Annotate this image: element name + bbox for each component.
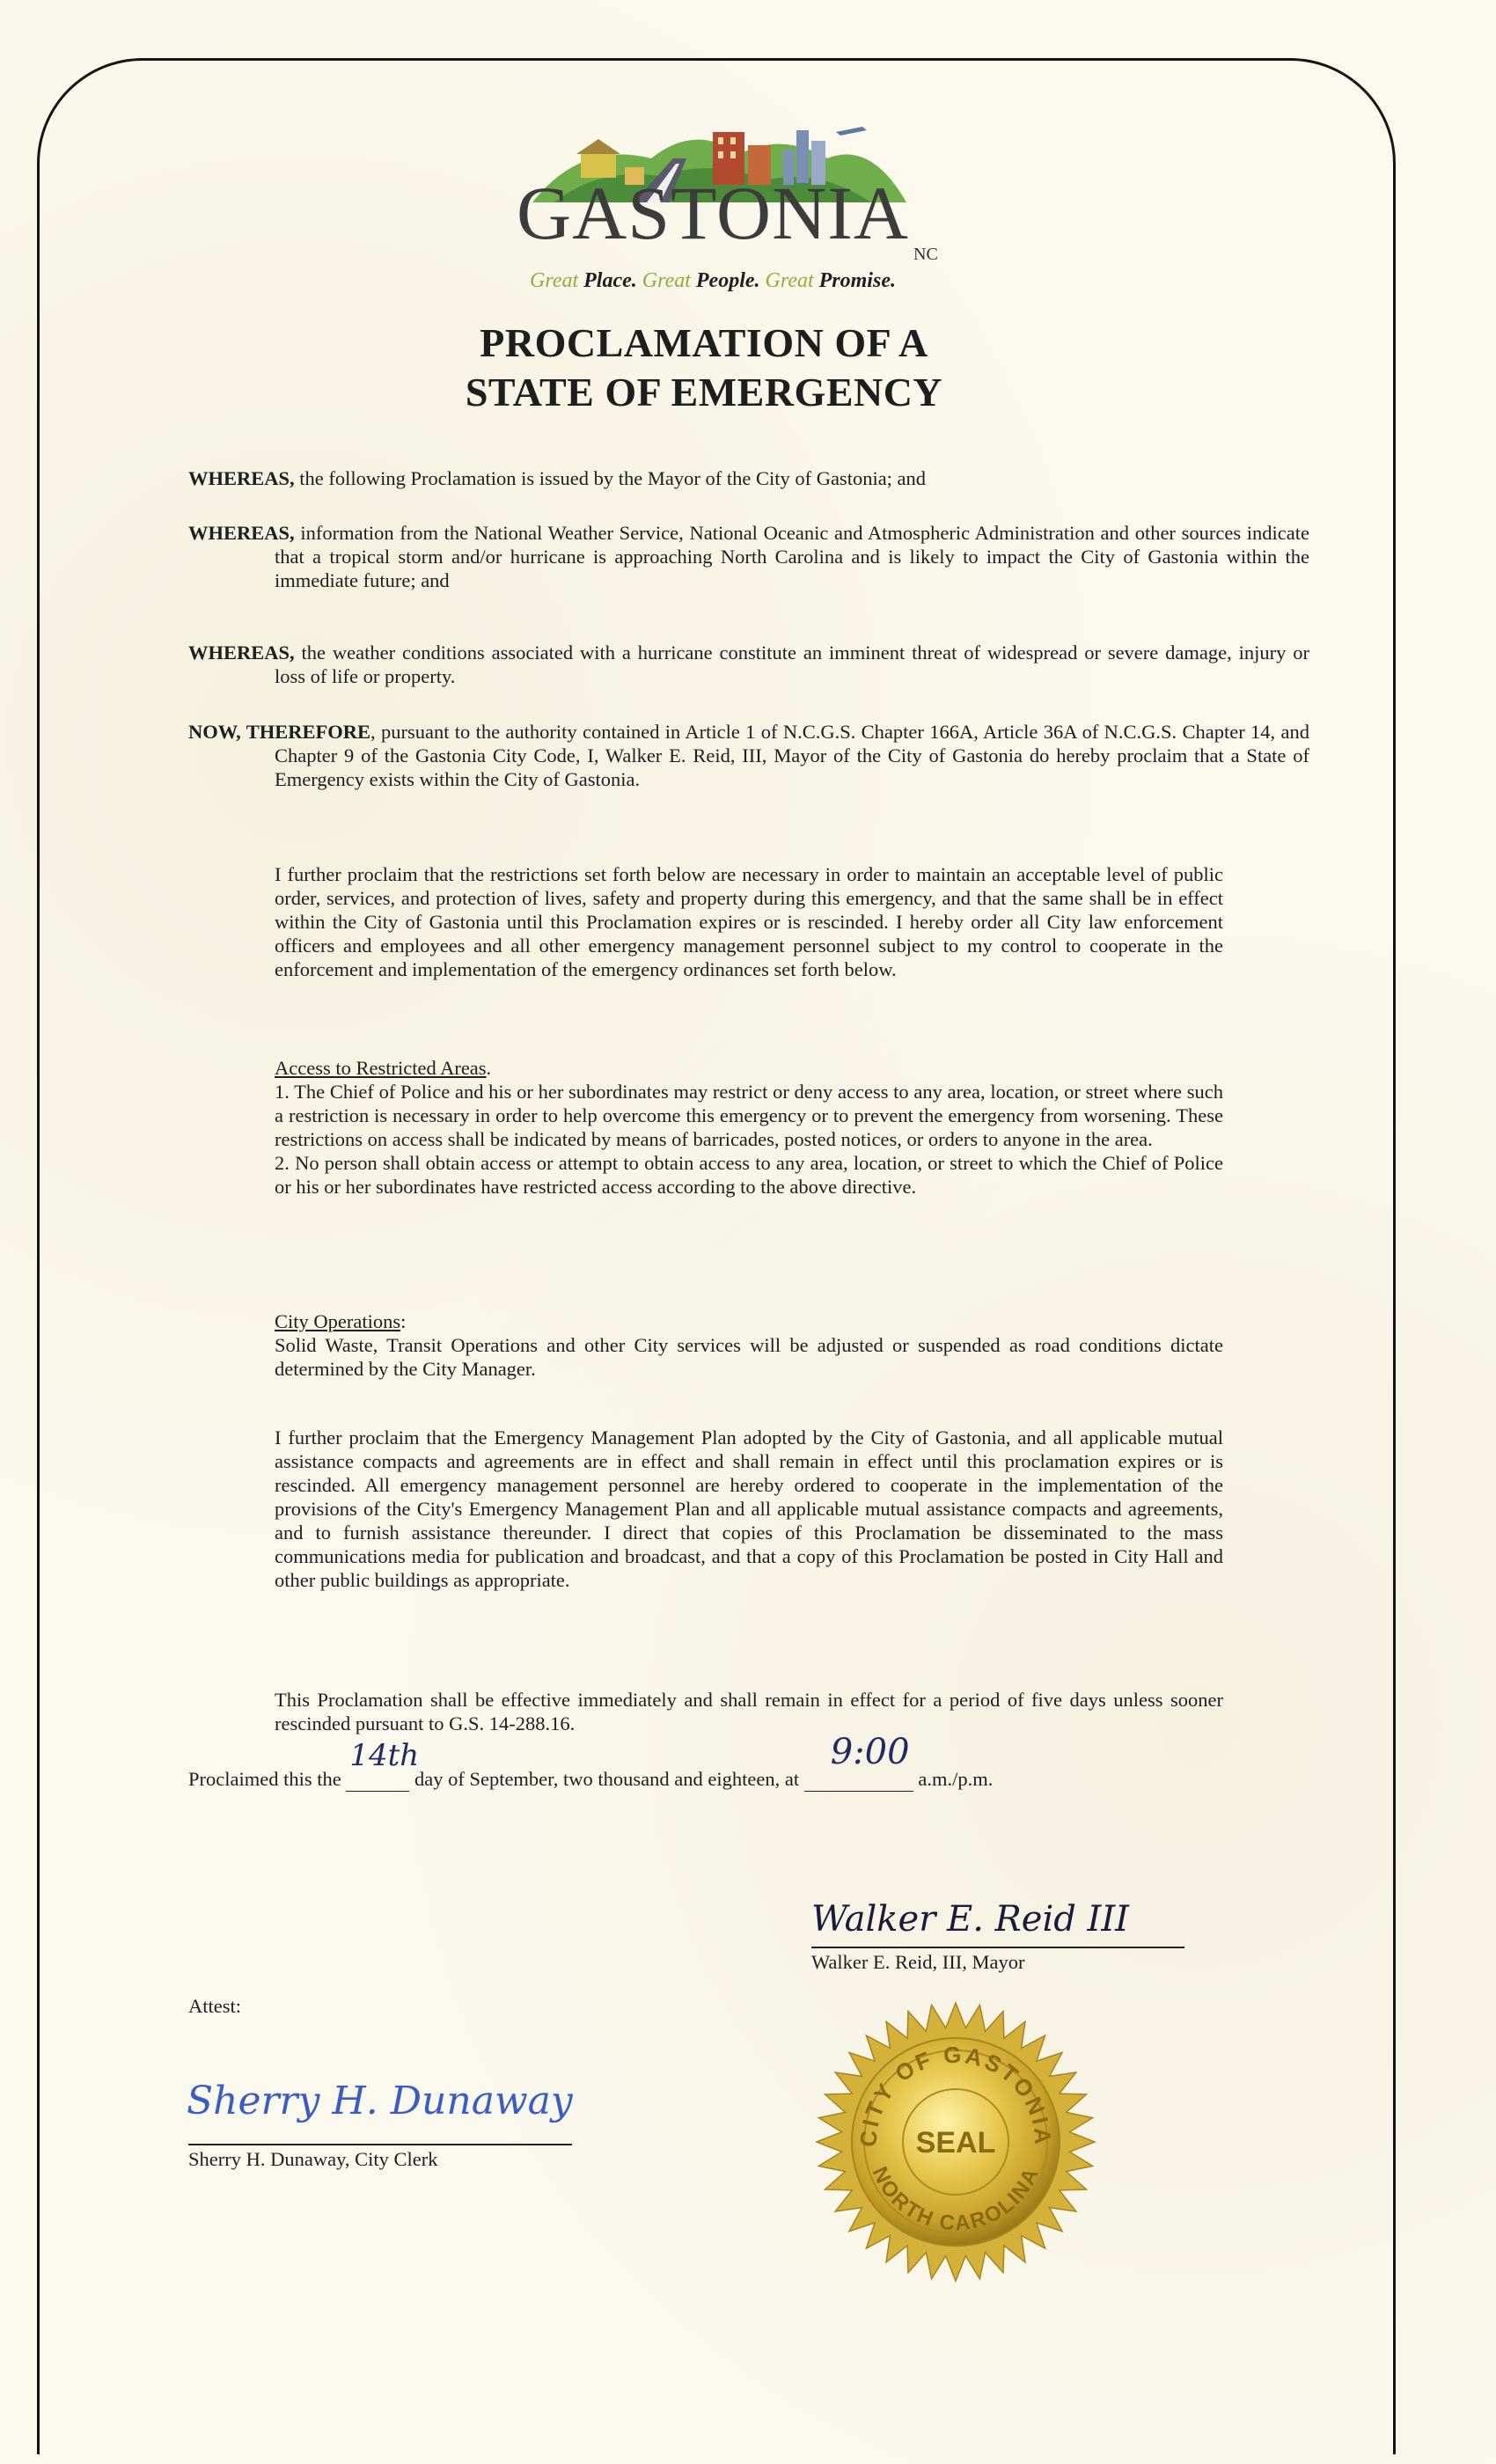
now-therefore-label: NOW, THEREFORE	[188, 721, 371, 743]
proclaimed-prefix: Proclaimed this the	[188, 1768, 341, 1790]
whereas-clause-2	[188, 521, 1309, 592]
proclaimed-middle: day of September, two thousand and eighteen, at	[414, 1768, 800, 1790]
title-line-1: PROCLAMATION OF A	[480, 320, 928, 365]
day-blank	[346, 1738, 420, 1792]
logo-wordmark: GASTONIA	[517, 171, 909, 255]
further-proclaim-emergency-plan: I further proclaim that the Emergency Management Plan adopted by the City of Gastonia, and all applicable mutual assistance compacts and agreements are in effect and shall remain in effect until this proclamation expires or is rescinded. All emergency management personnel are hereby ordered to cooperate in the implementation of the provisions of the City's Emergency Management Plan and all applicable mutual assistance compacts and agreements, and to furnish assistance thereunder. I direct that copies of this Proclamation be disseminated to the mass communications media for publication and broadcast, and that a copy of this Proclamation be posted in City Hall and other public buildings as appropriate.	[275, 1426, 1223, 1591]
clerk-signature: Sherry H. Dunaway	[187, 2079, 573, 2123]
access-item-2: 2. No person shall obtain access or attempt to obtain access to any area, location, or street to which the Chief of Police or his or her subordinates have restricted access according to the above directive.	[275, 1152, 1223, 1198]
whereas-label: WHEREAS,	[188, 467, 295, 489]
seal-center-text: SEAL	[915, 2126, 996, 2160]
city-operations-heading-punct: :	[400, 1310, 407, 1332]
whereas-label: WHEREAS,	[188, 642, 295, 664]
tagline-word: Promise.	[818, 269, 896, 292]
city-operations-text: Solid Waste, Transit Operations and other City services will be adjusted or suspended as road conditions dictate determined by the City Manager.	[275, 1334, 1223, 1380]
whereas-clause-1	[188, 466, 1309, 490]
proclaimed-suffix: a.m./p.m.	[918, 1768, 994, 1790]
now-therefore-clause	[188, 720, 1309, 791]
proclaimed-date-line	[188, 1732, 1223, 1792]
clerk-signature-line	[188, 2144, 572, 2145]
tagline-word: People.	[695, 269, 766, 292]
tagline-word: Great	[530, 269, 584, 292]
now-therefore-text: , pursuant to the authority contained in Article 1 of N.C.G.S. Chapter 166A, Article 36A of N.C.G.S. Chapter 14, and Chapter 9 of the Gastonia City Code, I, Walker E. Reid, III, Mayor of the City of Gastonia do hereby proclaim that a State of Emergency exists within the City of Gastonia.	[275, 721, 1309, 790]
access-item-1: 1. The Chief of Police and his or her subordinates may restrict or deny access to any area, location, or street where such a restriction is necessary in order to help overcome this emergency or to prevent the emergency from worsening. These restrictions on access shall be indicated by means of barricades, posted notices, or orders to anyone in the area.	[275, 1081, 1223, 1150]
further-proclaim-restrictions: I further proclaim that the restrictions set forth below are necessary in order to maintain an acceptable level of public order, services, and protection of lives, safety and property during this emergency, and that the same shall be in effect within the City of Gastonia until this Proclamation expires or is rescinded. I hereby order all City law enforcement officers and employees and all other emergency management personnel subject to my control to cooperate in the enforcement and implementation of the emergency ordinances set forth below.	[275, 863, 1223, 980]
logo-state: NC	[913, 245, 938, 264]
gastonia-logo	[449, 106, 977, 299]
city-operations-heading: City Operations	[275, 1310, 401, 1332]
tagline-word: Great	[642, 269, 696, 292]
whereas-clause-3	[188, 641, 1309, 688]
access-heading: Access to Restricted Areas	[275, 1057, 487, 1079]
title-line-2: STATE OF EMERGENCY	[465, 370, 943, 414]
city-operations-section	[275, 1309, 1223, 1381]
gold-city-seal	[815, 2001, 1096, 2283]
access-restricted-areas-section	[275, 1056, 1223, 1199]
handwritten-day: 14th	[349, 1738, 420, 1773]
mayor-signature-line	[811, 1947, 1184, 1948]
logo-tagline	[449, 269, 977, 293]
time-blank	[804, 1732, 913, 1792]
access-heading-punct: .	[486, 1057, 492, 1079]
mayor-signature: Walker E. Reid III	[811, 1899, 1129, 1940]
document-title	[185, 319, 1223, 417]
tagline-word: Great	[765, 269, 819, 292]
seal-bottom-text: NORTH CAROLINA	[867, 2163, 1045, 2236]
clerk-name: Sherry H. Dunaway, City Clerk	[188, 2148, 438, 2170]
attest-label: Attest:	[188, 1995, 241, 2017]
effective-clause: This Proclamation shall be effective immediately and shall remain in effect for a period of five days unless sooner rescinded pursuant to G.S. 14-288.16.	[275, 1689, 1223, 1734]
tagline-word: Place.	[583, 269, 642, 292]
whereas-text: information from the National Weather Service, National Oceanic and Atmospheric Administration and other sources indicate that a tropical storm and/or hurricane is approaching North Carolina and is likely to impact the City of Gastonia within the immediate future; and	[275, 522, 1309, 591]
whereas-text: the weather conditions associated with a hurricane constitute an imminent threat of widespread or severe damage, injury or loss of life or property.	[275, 642, 1309, 687]
whereas-text: the following Proclamation is issued by the Mayor of the City of Gastonia; and	[294, 467, 927, 489]
whereas-label: WHEREAS,	[188, 522, 295, 544]
seal-top-text: CITY OF GASTONIA	[854, 2041, 1057, 2148]
handwritten-time: 9:00	[830, 1732, 910, 1772]
mayor-name: Walker E. Reid, III, Mayor	[811, 1951, 1025, 1973]
